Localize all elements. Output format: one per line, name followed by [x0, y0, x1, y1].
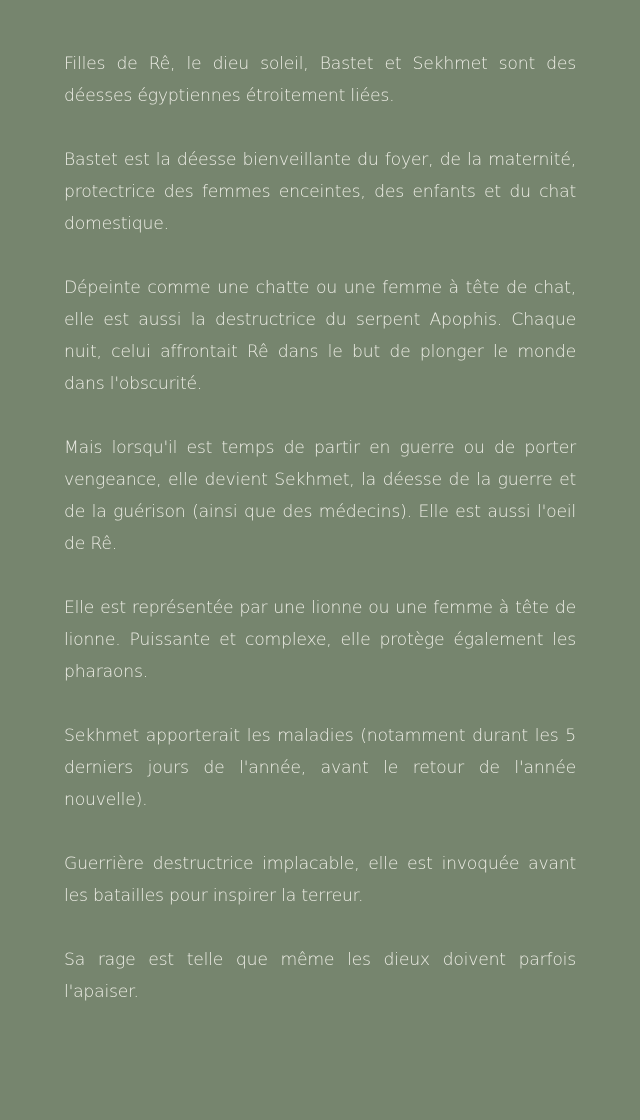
paragraph: Mais lorsqu'il est temps de partir en guerre ou de porter vengeance, elle devient Sekhmet, la déesse de la guerre et de la guérison (ainsi que des médecins). Elle est aussi l'oeil de Rê.: [64, 438, 576, 554]
paragraph: Dépeinte comme une chatte ou une femme à tête de chat, elle est aussi la destructrice du serpent Apophis. Chaque nuit, celui affrontait Rê dans le but de plonger le monde dans l'obscurité.: [64, 278, 576, 394]
paragraph: Guerrière destructrice implacable, elle est invoquée avant les batailles pour inspirer la terreur.: [64, 854, 576, 906]
article-body: [64, 48, 576, 1040]
paragraph: Elle est représentée par une lionne ou une femme à tête de lionne. Puissante et complexe, elle protège également les pharaons.: [64, 598, 576, 682]
paragraph: Filles de Rê, le dieu soleil, Bastet et Sekhmet sont des déesses égyptiennes étroitement liées.: [64, 54, 576, 106]
paragraph: Bastet est la déesse bienveillante du foyer, de la maternité, protectrice des femmes enceintes, des enfants et du chat domestique.: [64, 150, 576, 234]
paragraph: Sekhmet apporterait les maladies (notamment durant les 5 derniers jours de l'année, avant le retour de l'année nouvelle).: [64, 726, 576, 810]
paragraph: Sa rage est telle que même les dieux doivent parfois l'apaiser.: [64, 950, 576, 1002]
